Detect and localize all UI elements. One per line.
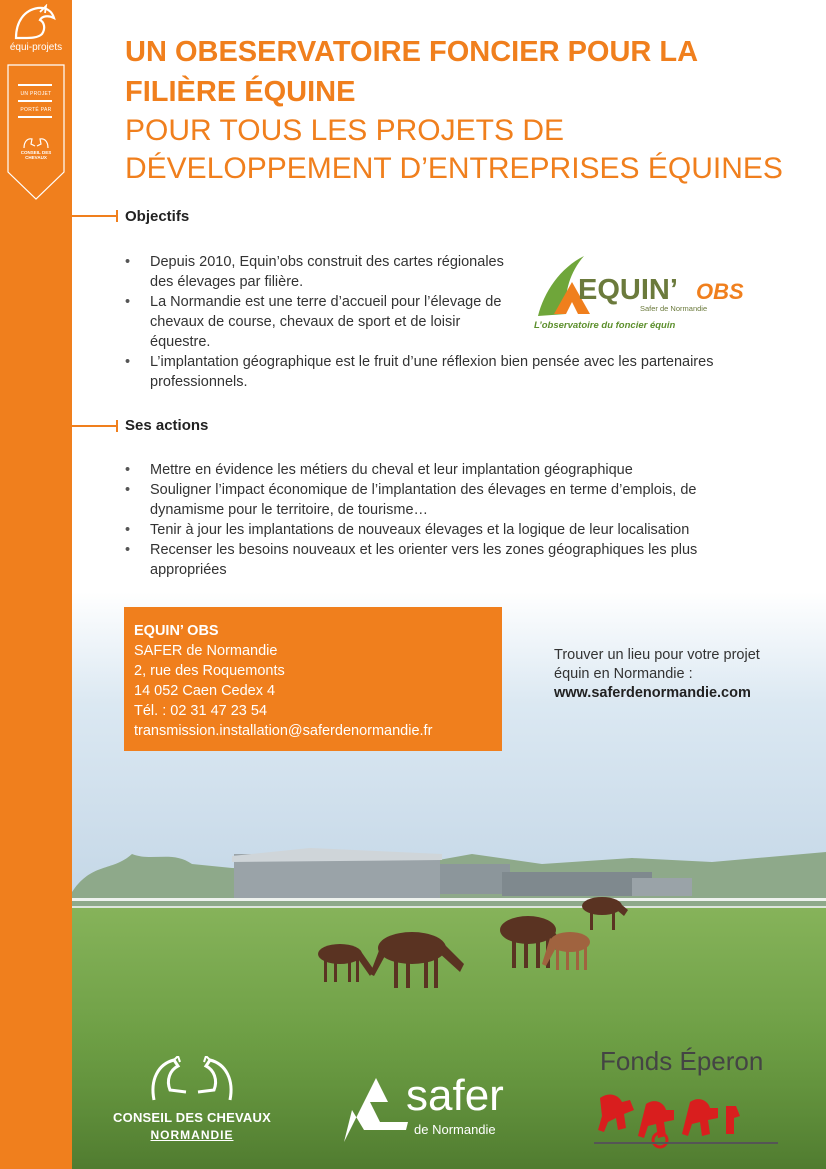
section-rule-tick: [116, 420, 118, 432]
contact-email[interactable]: transmission.installation@saferdenormandie.fr: [134, 723, 433, 739]
objectifs-list-continued: [125, 352, 750, 392]
banner-text-1: UN PROJET: [20, 91, 52, 97]
list-item: • L’implantation géographique est le fruit d’une réflexion bien pensée avec les partenaires professionnels.: [125, 352, 750, 392]
actions-list: [125, 460, 755, 580]
find-place-block: [554, 646, 814, 703]
banner-divider: [18, 84, 52, 86]
contact-org: SAFER de Normandie: [134, 643, 278, 659]
horse-heads-icon: [21, 136, 51, 150]
section-rule: [72, 215, 118, 217]
contact-city: 14 052 Caen Cedex 4: [134, 683, 276, 699]
list-item: • Mettre en évidence les métiers du cheval et leur implantation géographique: [125, 460, 755, 480]
fonds-eperon-title: Fonds Éperon: [600, 1046, 764, 1076]
logo-text: équi-projets: [9, 42, 63, 53]
equin-logo-obs: OBS: [696, 279, 744, 304]
find-line-2: équin en Normandie :: [554, 666, 693, 682]
list-item: • Recenser les besoins nouveaux et les orienter vers les zones géographiques les plus appropriées: [125, 540, 755, 580]
fonds-eperon-horses-icon: [594, 1088, 778, 1154]
contact-box: [124, 607, 502, 751]
equin-logo-sub: Safer de Normandie: [640, 304, 708, 313]
list-item: • Depuis 2010, Equin’obs construit des cartes régionales des élevages par filière.: [125, 252, 521, 292]
section-heading-actions: Ses actions: [125, 417, 209, 434]
contact-phone: Tél. : 02 31 47 23 54: [134, 703, 268, 719]
list-item: • Tenir à jour les implantations de nouveaux élevages et la logique de leur localisation: [125, 520, 755, 540]
find-line-1: Trouver un lieu pour votre projet: [554, 647, 760, 663]
website-link[interactable]: www.saferdenormandie.com: [554, 685, 751, 701]
section-rule: [72, 425, 118, 427]
orange-sidebar: [0, 0, 72, 1169]
banner-divider: [18, 116, 52, 118]
page-title: UN OBESERVATOIRE FONCIER POUR LA FILIÈRE ÉQUINE: [125, 36, 697, 108]
safer-mark-icon: [340, 1072, 410, 1144]
conseil-text-2: NORMANDIE: [150, 1128, 234, 1142]
banner-text-2: PORTÉ PAR: [20, 107, 52, 113]
safer-word: safer: [406, 1071, 504, 1120]
horse-heads-logo-icon: [144, 1056, 240, 1106]
equin-logo-name: EQUIN’: [578, 274, 678, 306]
equin-logo-tagline: L’observatoire du foncier équin: [534, 320, 676, 331]
safer-sub: de Normandie: [414, 1122, 496, 1137]
list-item: • La Normandie est une terre d’accueil pour l’élevage de chevaux de course, chevaux de sport et de loisir équestre.: [125, 292, 521, 352]
objectifs-list: [125, 252, 521, 352]
conseil-text-1: CONSEIL DES CHEVAUX: [113, 1110, 271, 1125]
list-item: • Souligner l’impact économique de l’implantation des élevages en terme d’emplois, de dynamisme pour le territoire, de tourisme…: [125, 480, 755, 520]
banner-divider: [18, 100, 52, 102]
contact-street: 2, rue des Roquemonts: [134, 663, 285, 679]
conseil-des-chevaux-logo: [106, 1056, 278, 1146]
banner-council-text: CONSEIL DES CHEVAUX: [20, 150, 52, 160]
page-subtitle: POUR TOUS LES PROJETS DE DÉVELOPPEMENT D’ENTREPRISES ÉQUINES: [125, 114, 783, 185]
section-rule-tick: [116, 210, 118, 222]
safer-logo: [340, 1070, 530, 1150]
contact-name: EQUIN’ OBS: [134, 623, 219, 639]
horse-head-logo-icon: [10, 4, 60, 42]
section-heading-objectifs: Objectifs: [125, 208, 190, 225]
equin-obs-logo: [530, 252, 748, 334]
